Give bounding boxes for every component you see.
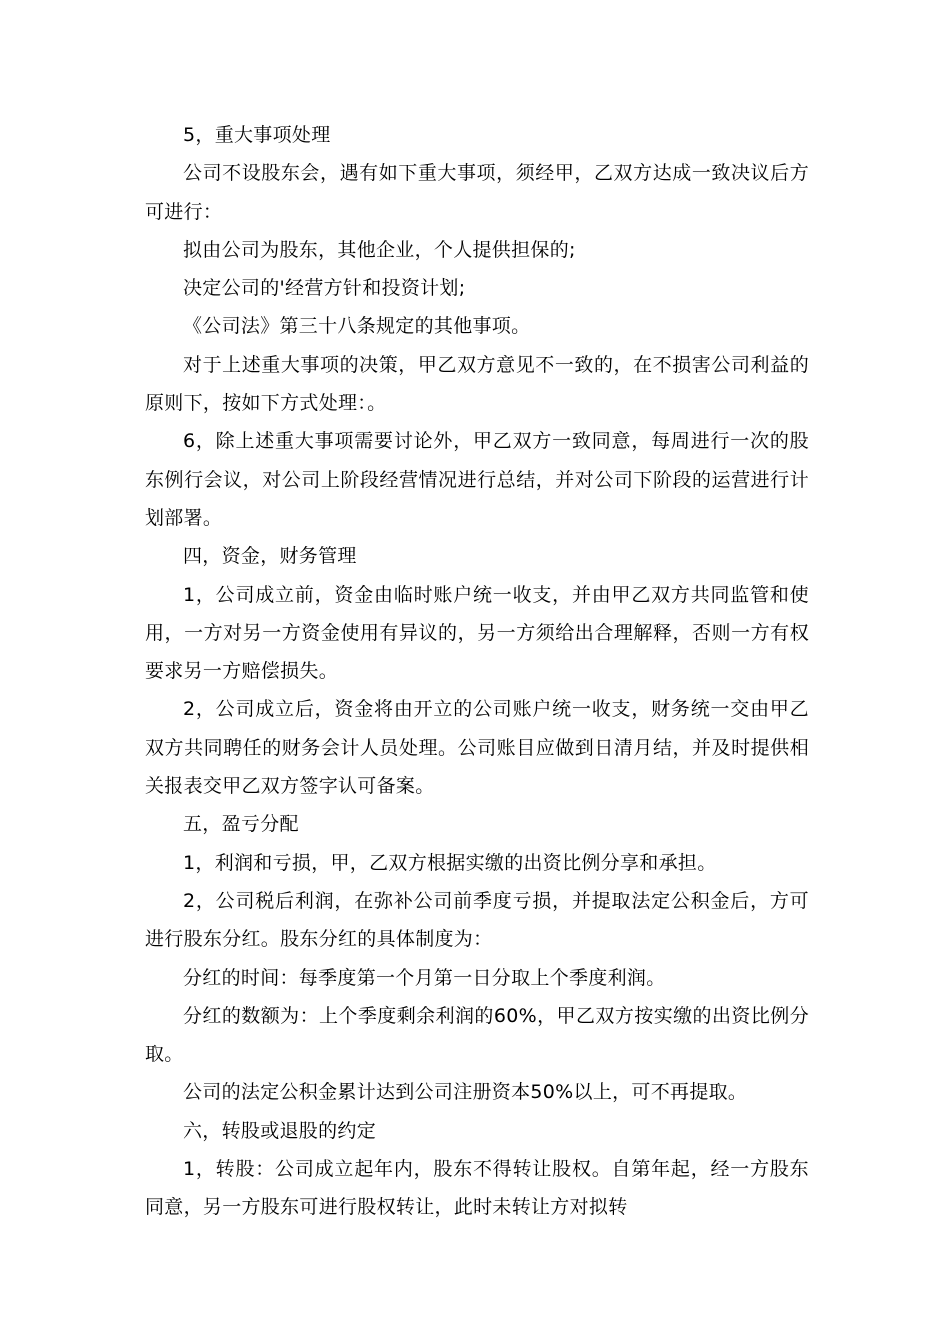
paragraph: 2，公司税后利润，在弥补公司前季度亏损，并提取法定公积金后，方可进行股东分红。股东分红的具体制度为： [145, 889, 809, 951]
paragraph: 公司不设股东会，遇有如下重大事项，须经甲，乙双方达成一致决议后方可进行： [145, 162, 809, 223]
paragraph: 1，转股：公司成立起年内，股东不得转让股权。自第年起，经一方股东同意，另一方股东可进行股权转让，此时未转让方对拟转 [145, 1158, 809, 1219]
section-heading-profit-loss: 五，盈亏分配 [183, 813, 299, 836]
paragraph: 决定公司的'经营方针和投资计划; [183, 277, 466, 300]
paragraph: 拟由公司为股东，其他企业，个人提供担保的; [183, 238, 576, 261]
section-heading-finance: 四，资金，财务管理 [183, 545, 357, 568]
document-body [145, 116, 809, 1227]
paragraph: 《公司法》第三十八条规定的其他事项。 [183, 315, 531, 338]
paragraph: 对于上述重大事项的决策，甲乙双方意见不一致的，在不损害公司利益的原则下，按如下方式处理：。 [145, 353, 809, 415]
paragraph: 6，除上述重大事项需要讨论外，甲乙双方一致同意，每周进行一次的股东例行会议，对公司上阶段经营情况进行总结，并对公司下阶段的运营进行计划部署。 [145, 430, 809, 529]
section-heading-major-matters: 5，重大事项处理 [183, 124, 331, 146]
paragraph: 分红的时间：每季度第一个月第一日分取上个季度利润。 [183, 966, 666, 989]
paragraph: 公司的法定公积金累计达到公司注册资本50%以上，可不再提取。 [183, 1081, 748, 1104]
paragraph: 1，公司成立前，资金由临时账户统一收支，并由甲乙双方共同监管和使用，一方对另一方资金使用有异议的，另一方须给出合理解释，否则一方有权要求另一方赔偿损失。 [145, 583, 809, 683]
paragraph: 分红的数额为：上个季度剩余利润的60%，甲乙双方按实缴的出资比例分取。 [145, 1004, 809, 1066]
paragraph: 2，公司成立后，资金将由开立的公司账户统一收支，财务统一交由甲乙双方共同聘任的财务会计人员处理。公司账目应做到日清月结，并及时提供相关报表交甲乙双方签字认可备案。 [145, 698, 809, 798]
section-heading-share-transfer: 六，转股或退股的约定 [183, 1119, 377, 1142]
paragraph: 1，利润和亏损，甲，乙双方根据实缴的出资比例分享和承担。 [183, 851, 717, 874]
